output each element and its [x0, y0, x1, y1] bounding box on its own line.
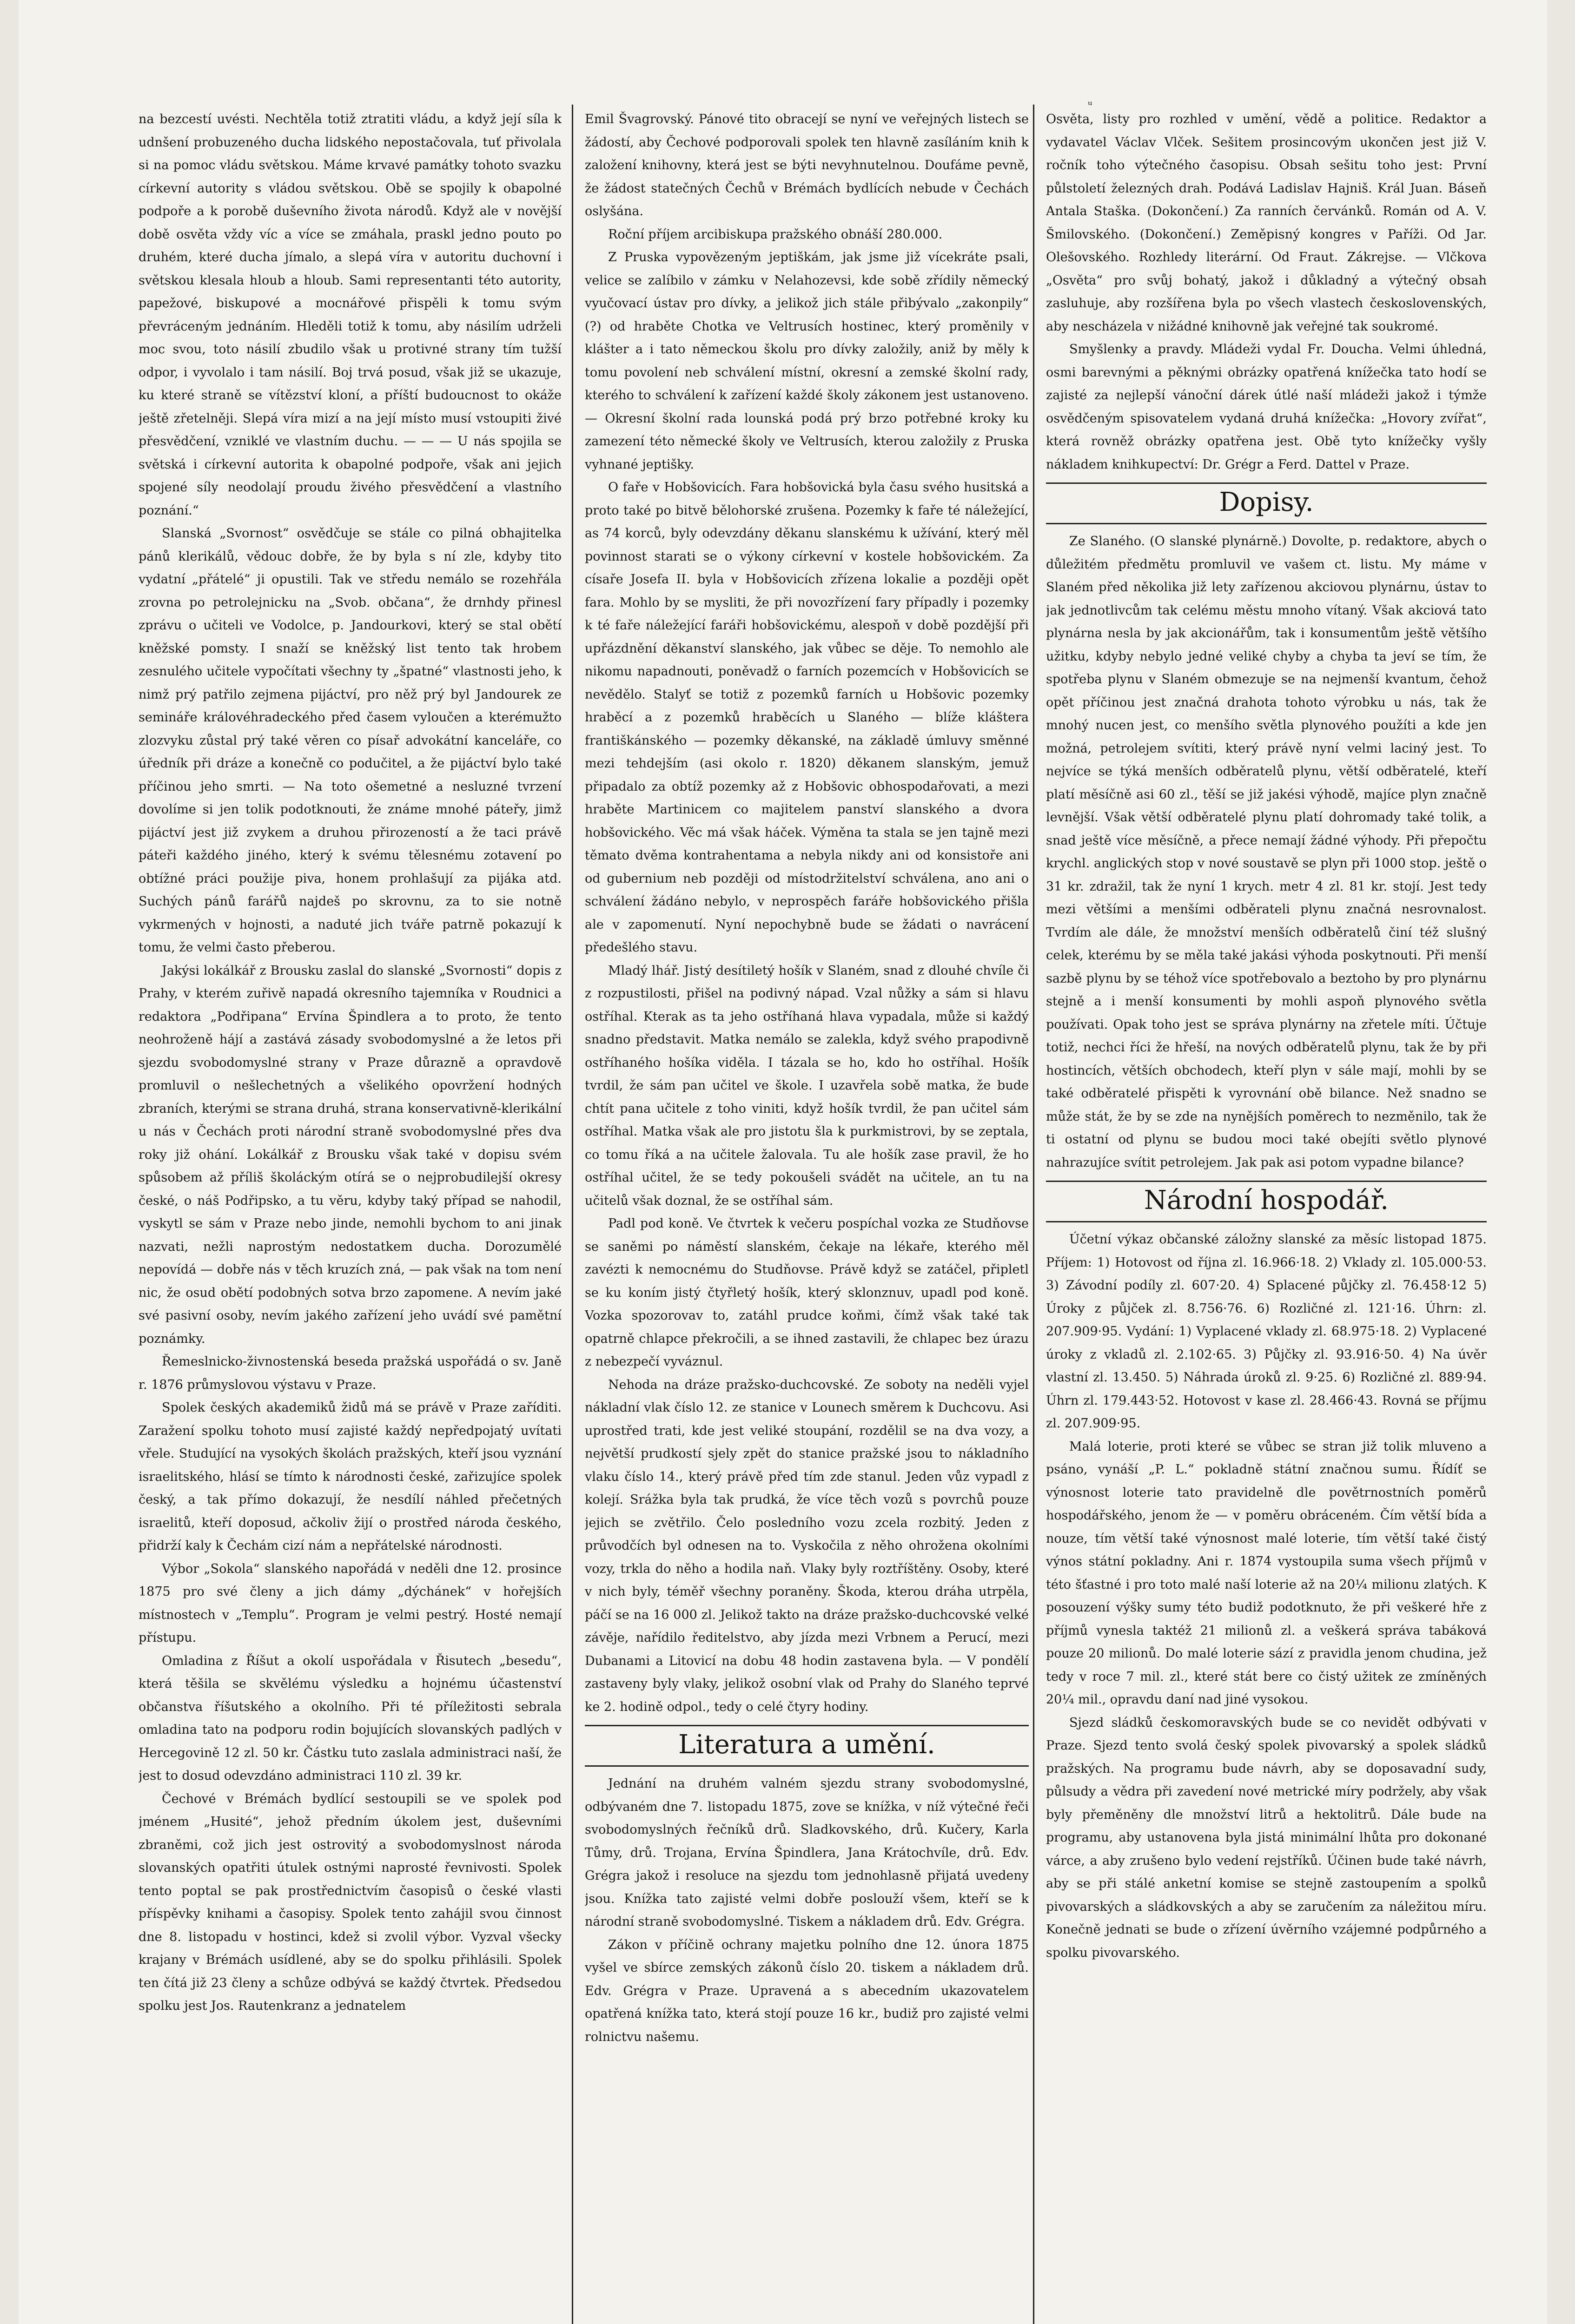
- article-paragraph: Jakýsi lokálkář z Brousku zaslal do slanské „Svornosti“ dopis z Prahy, v kterém zuřivě napadá okresního tajemníka v Roudnici a redaktora „Podřipana“ Ervína Špindlera a to proto, že tento neohroženě hájí a zastává zásady svobodomyslné a že letos při sjezdu svobodomyslné strany v Praze důrazně a opravdově promluvil o nešlechetných a všelikého opovržení hodných zbraních, kterými se strana druhá, strana konservativně-klerikální u nás v Čechách proti národní straně svobodomyslné přes dva roky již ohání. Lokálkář z Brousku však také v dopisu svém spůsobem až příliš školáckým otírá se o nejprobudilejší okresy české, o náš Podřipsko, a tu věru, kdyby taký případ se nahodil, vyskytl se sám v Praze nebo jinde, nemohli bychom to ani jinak nazvati, nežli naprostým nedostatkem ducha. Dorozumělé nepovídá — dobře nás v těch kruzích zná, — pak však na tom není nic, že osud obětí podobných sotva brzo zapomene. A nevím jaké své pasivní osoby, nevím jakého zařízení jeho uvádí své pamětní poznámky.: [139, 963, 562, 1346]
- column-1: [139, 108, 562, 2324]
- article-paragraph: Padl pod koně. Ve čtvrtek k večeru pospíchal vozka ze Studňovse se saněmi po náměstí slanském, čekaje na lékaře, kterého měl zavézti k nemocnému do Studňovse. Právě když se zatáčel, připletl se ku koním jistý čtyřletý hošík, který sklonznuv, upadl pod koně. Vozka spozorovav to, zatáhl prudce koňmi, čímž však také tak opatrně chlapce překročili, a se ihned zastavili, že chlapec bez úrazu z nebezpečí vyváznul.: [585, 1216, 1029, 1369]
- article-paragraph: Účetní výkaz občanské záložny slanské za měsíc listopad 1875. Příjem: 1) Hotovost od října zl. 16.966·18. 2) Vklady zl. 105.000·53. 3) Závodní podíly zl. 607·20. 4) Splacené půjčky zl. 76.458·12 5) Úroky z půjček zl. 8.756·76. 6) Rozličné zl. 121·16. Úhrn: zl. 207.909·95. Vydání: 1) Vyplacené vklady zl. 68.975·18. 2) Vyplacené úroky z vkladů zl. 2.102·65. 3) Půjčky zl. 93.916·50. 4) Na úvěr vlastní zl. 13.450. 5) Náhrada úroků zl. 9·25. 6) Rozličné zl. 889·94. Úhrn zl. 179.443·52. Hotovost v kase zl. 28.466·43. Rovná se příjmu zl. 207.909·95.: [1046, 1232, 1487, 1431]
- article-paragraph: Spolek českých akademiků židů má se právě v Praze zaříditi. Zaražení spolku tohoto musí zajisté každý nepředpojatý uvítati vřele. Studující na vysokých školách pražských, kteří jsou vyznání israelitského, hlásí se tímto k národnosti české, zařizujíce spolek český, a tak přímo dokazují, že nesdílí náhled přečetných israelitů, kteří doposud, ačkoliv žijí o prostřed národa českého, přidrží kaly k Čechám cizí nám a nepřátelské národnosti.: [139, 1400, 562, 1553]
- column-2: [585, 108, 1029, 2324]
- column-rule-2: [1033, 105, 1034, 2324]
- article-paragraph: Slanská „Svornost“ osvědčuje se stále co pilná obhajitelka pánů klerikálů, vědouc dobře, že by byla s ní zle, kdyby tito vydatní „přátelé“ ji opustili. Tak ve středu nemálo se rozehřála zrovna po petrolejnicku na „Svob. občana“, že drnhdy přinesl zprávu o učiteli ve Vodolce, p. Jandourkovi, který se stal obětí kněžské pomsty. I snaží se kněžský list tento tak hrobem zesnulého učitele vypočítati všechny ty „špatné“ vlastnosti jeho, k nimž prý patřilo zejmena pijáctví, pro něž prý byl Jandourek ze semináře královéhradeckého před časem vyloučen a kterémužto zlozvyku zůstal prý také věren co písař advokátní kanceláře, co úředník při dráze a konečně co podučitel, a že pijáctví bylo také příčinou jeho smrti. — Na toto ošemetné a nesluzné tvrzení dovolíme si jen tolik podotknouti, že známe mnohé páteřy, jimž pijáctví jest již zvykem a druhou přirozeností a že taci právě páteři každého jiného, který k svému tělesnému zotavení po obtížné práci použije piva, honem prohlašují za pijáka atd. Suchých pánů farářů najdeš po skrovnu, za to sie notně vykrmených v hojnosti, a naduté jich tváře patrně pokazují k tomu, že velmi často přeberou.: [139, 526, 562, 955]
- article-paragraph: Malá loterie, proti které se vůbec se stran již tolik mluveno a psáno, vynáší „P. L.“ pokladně státní značnou sumu. Řídíť se výnosnost loterie tato pravidelně dle povětrnostních poměrů hospodářského, jenom že — v poměru obráceném. Čím větší bída a nouze, tím větší také výnosnost malé loterie, tím větší také čistý výnos státní pokladny. Ani r. 1874 vystoupila suma všech příjmů v této šťastné i pro toto malé naší loterie až na 20¼ milionu zlatých. K posouzení výšky sumy této budiž podotknuto, že při veškeré hře z příjmů vynesla taktéž 21 milionů zl. a veškerá správa tabáková pouze 20 milionů. Do malé loterie sází z pravidla jenom chudina, jež tedy v roce 7 mil. zl., které stát bere co čistý užitek ze zmíněných 20¼ mil., opravdu daní nad jiné vysokou.: [1046, 1439, 1487, 1707]
- article-paragraph: Nehoda na dráze pražsko-duchcovské. Ze soboty na neděli vyjel nákladní vlak číslo 12. ze stanice v Lounech směrem k Duchcovu. Asi uprostřed trati, kde jest veliké stoupání, rozdělil se na dva vozy, a největší prudkostí sjely zpět do stanice pražské jsou to nákladního vlaku číslo 14., který právě před tím zde stanul. Jeden vůz vypadl z kolejí. Srážka byla tak prudká, že více těch vozů s povrchů pouze jejich se zvětřilo. Čelo posledního vozu zcela rozbitý. Jeden z průvodčích byl odnesen na to. Vyskočila z něho ohrožena okolními vozy, trkla do něho a hodila naň. Vlaky byly roztříštěny. Osoby, které v nich byly, téměř všechny poraněny. Škoda, kterou dráha utrpěla, páčí se na 16 000 zl. Jelikož takto na dráze pražsko-duchcovské velké závěje, nařídilo ředitelstvo, aby jízda mezi Vrbnem a Perucí, mezi Dubanami a Litovicí na dobu 48 hodin zastavena byla. — V pondělí zastaveny byly vlaky, jelikož osobní vlak od Prahy do Slaného teprvé ke 2. hodině odpol., tedy o celé čtyry hodiny.: [585, 1377, 1029, 1714]
- article-paragraph: O faře v Hobšovicích. Fara hobšovická byla času svého husitská a proto také po bitvě bělohorské zrušena. Pozemky k faře té náležející, as 74 korců, byly odevzdány děkanu slanskému k užívání, který měl povinnost starati se o výkony církevní v kostele hobšovickém. Za císaře Josefa II. byla v Hobšovicích zřízena lokalie a později opět fara. Mohlo by se mysliti, že při novozřízení fary případly i pozemky k té faře náležející faráři hobšovickému, alespoň v době pozdější při upřázdnění děkanství slanského, jak vůbec se děje. To nemohlo ale nikomu napadnouti, poněvadž o farních pozemcích v Hobšovicích se nevědělo. Stalyť se totiž z pozemků farních u Hobšovic pozemky hraběcí a z pozemků hraběcích u Slaného — blíže kláštera františkánského — pozemky děkanské, na základě úmluvy směnné mezi tehdejším (asi okolo r. 1820) děkanem slanským, jemuž připadalo za obtíž pozemky až z Hobšovic obhospodařovati, a mezi hraběte Martinicem co majitelem panství slanského a dvora hobšovického. Věc má však háček. Výměna ta stala se jen tajně mezi těmato dvěma kontrahentama a nebyla nikdy ani od konsistoře ani od gubernium neb později od místodržitelství schválena, ano ani o schválení žádáno nebylo, v neprospěch faráře hobšovického přišla ale v zapomenutí. Nyní nepochybně bude se žádati o navrácení předešlého stavu.: [585, 480, 1029, 955]
- article-paragraph: Omladina z Říšut a okolí uspořádala v Řisutech „besedu“, která těšila se skvělému výsledku a hojnému účastenství občanstva říšutského a okolního. Při té příležitosti sebrala omladina tato na podporu rodin bojujících slovanských padlých v Hercegovině 12 zl. 50 kr. Částku tuto zaslala administraci naší, že jest to dosud odevzdáno administraci 110 zl. 39 kr.: [139, 1653, 562, 1783]
- article-paragraph: Roční příjem arcibiskupa pražského obnáší 280.000.: [608, 227, 943, 242]
- article-paragraph: Zákon v příčině ochrany majetku polního dne 12. února 1875 vyšel ve sbírce zemských zákonů číslo 20. tiskem a nákladem drů. Edv. Grégra v Praze. Upravená a s abecedním ukazovatelem opatřená knížka tato, která stojí pouze 16 kr., budiž pro zajisté velmi rolnictvu našemu.: [585, 1937, 1029, 2044]
- page-mark: ᵤ: [1088, 95, 1092, 108]
- section-heading-narodni-hospodar: Národní hospodář.: [1046, 1181, 1487, 1222]
- article-paragraph: Z Pruska vypovězeným jeptiškám, jak jsme již vícekráte psali, velice se zalíbilo v zámku v Nelahozevsi, kde sobě zřídily německý vyučovací ústav pro dívky, a jelikož jich stále přibývalo „zakonpily“ (?) od hraběte Chotka ve Veltrusích hostinec, který proměnily v klášter a i tato německou školu pro dívky založily, aniž by měly k tomu povolení neb schválení místní, okresní a zemské školní rady, kterého to schválení k zařízení každé školy zákonem jest ustanoveno. — Okresní školní rada lounská podá prý brzo potřebné kroky ku zamezení této německé školy ve Veltrusích, kterou založily z Pruska vyhnané jeptišky.: [585, 250, 1029, 472]
- article-paragraph: Mladý lhář. Jistý desítiletý hošík v Slaném, snad z dlouhé chvíle či z rozpustilosti, přišel na podivný nápad. Vzal nůžky a sám si hlavu ostříhal. Kterak as ta jeho ostříhaná hlava vypadala, může si každý snadno představit. Matka nemálo se zalekla, když svého prapodivně ostříhaného hošíka viděla. I tázala se ho, kdo ho ostříhal. Hošík tvrdil, že sám pan učitel ve škole. I uzavřela sobě matka, že bude chtít pana učitele z toho viniti, když hošík tvrdil, že pan učitel sám ostříhal. Matka však ale pro jistotu šla k purkmistrovi, by se zeptala, co tomu říká a na učitele žalovala. Tu ale hošík zase pravil, že ho ostříhal učitel, že se tedy pokoušeli svádět na učitele, an tu na učitelů však doznal, že se ostříhal sám.: [585, 963, 1029, 1208]
- section-heading-literatura: Literatura a umění.: [585, 1725, 1029, 1767]
- article-paragraph: Řemeslnicko-živnostenská beseda pražská uspořádá o sv. Janě r. 1876 průmyslovou výstavu v Praze.: [139, 1354, 562, 1392]
- article-paragraph: Emil Švagrovský. Pánové tito obracejí se nyní ve veřejných listech se žádostí, aby Čechové podporovali spolek ten hlavně zasíláním knih k založení knihovny, která jest se býti nevyhnutelnou. Doufáme pevně, že žádost statečných Čechů v Brémách bydlících nebude v Čechách oslyšána.: [585, 112, 1029, 218]
- scan-margin-right: [1547, 0, 1575, 2324]
- article-paragraph: Smyšlenky a pravdy. Mládeži vydal Fr. Doucha. Velmi úhledná, osmi barevnými a pěknými obrázky opatřená knížečka tato hodí se zajisté za nejlepší vánoční dárek útlé naší mládeži jakož i týmže osvědčeným spisovatelem vydaná druhá knížečka: „Hovory zvířat“, která rovněž obrázky opatřena jest. Obě tyto knížečky vyšly nákladem knihkupectví: Dr. Grégr a Ferd. Dattel v Praze.: [1046, 342, 1487, 472]
- section-heading-dopisy: Dopisy.: [1046, 482, 1487, 524]
- article-paragraph: Čechové v Brémách bydlící sestoupili se ve spolek pod jménem „Husité“, jehož předním úkolem jest, duševními zbraněmi, což jich jest ostrovitý a svobodomyslnost národa slovanských opatřiti útulek ostnými naprosté řevnivosti. Spolek tento poptal se pak prostřednictvím časopisů o české vlasti příspěvky knihami a časopisy. Spolek tento zahájil svou činnost dne 8. listopadu v hostinci, kdež si zvolil výbor. Vyzval všecky krajany v Brémách usídlené, aby se do spolku přihlásili. Spolek ten čítá již 23 členy a schůze odbývá se každý čtvrtek. Předsedou spolku jest Jos. Rautenkranz a jednatelem: [139, 1791, 562, 2013]
- article-paragraph: na bezcestí uvésti. Nechtěla totiž ztratiti vládu, a když její síla k udnšení probuzeného ducha lidského nepostačovala, tuť přivolala si na pomoc vládu světskou. Máme krvavé památky tohoto svazku církevní autority s vládou světskou. Obě se spojily k obapolné podpoře a k porobě duševního života národů. Když ale v novější době osvěta vždy víc a více se zmáhala, praskl jedno pouto po druhém, které ducha jímalo, a slepá víra v autoritu duchovní i světskou klesala hloub a hloub. Sami representanti této autority, papežové, biskupové a mocnářové přispěli k tomu svým převráceným jednáním. Hleděli totiž k tomu, aby násilím udrželi moc svou, toto násilí zbudilo však u protivné strany tím tužší odpor, i vyvolalo i tam násilí. Boj trvá posud, však již se ukazuje, ku které straně se vítězství kloní, a příští budoucnost to okáže ještě zřetelněji. Slepá víra mizí a na její místo musí vstoupiti živé přesvědčení, vzniklé ve vlastním duchu. — — — U nás spojila se světská i církevní autorita k obapolné podpoře, však ani jejich spojené síly neodolají proudu živého přesvědčení a vlastního poznání.“: [139, 112, 562, 518]
- scan-margin-left: [0, 0, 19, 2324]
- article-paragraph: Výbor „Sokola“ slanského napořádá v neděli dne 12. prosince 1875 pro své členy a jich dámy „dýchánek“ v hořejších místnostech v „Templu“. Program je velmi pestrý. Hosté nemají přístupu.: [139, 1561, 562, 1645]
- article-paragraph: Ze Slaného. (O slanské plynárně.) Dovolte, p. redaktore, abych o důležitém předmětu promluvil ve vašem ct. listu. My máme v Slaném před několika již lety zařízenou akciovou plynárnu, ústav to jak jednotlivcům tak celému městu mnoho vítaný. Však akciová tato plynárna nesla by jak akcionářům, tak i konsumentům ještě většího užitku, kdyby nebylo jedné veliké chyby a chyba ta jeví se tím, že spotřeba plynu v Slaném obmezuje se na nejmenší kvantum, čehož opět příčinou jest značná drahota tohoto výrobku u nás, tak že mnohý nucen jest, co menšího světla plynového použíti a kde jen možná, petrolejem svítiti, který právě nyní velmi laciný jest. To nejvíce se týká menších odběratelů plynu, větší odběratelé, kteří platí měsíčně asi 60 zl., těší se již jakési výhodě, majíce plyn značně levnější. Však větší odběratelé plynu platí dohromady také tolik, a snad ještě více měsíčně, a přece nemají žádné výhody. Při přepočtu krychl. anglických stop v nové soustavě se plyn při 1000 stop. ještě o 31 kr. zdražil, tak že nyní 1 krych. metr 4 zl. 81 kr. stojí. Jest tedy mezi většími a menšími odběrateli plynu značná nesrovnalost. Tvrdím ale dále, že množství menších odběratelů činí též slušný celek, kterému by se měla také jakási výhoda poskytnouti. Při menší sazbě plynu by se téhož více spotřebovalo a beztoho by pro plynárnu stejně a i menší konsumenti by mohli aspoň plynového světla používati. Opak toho jest se správa plynárny na zřetele míti. Účtuje totiž, nechci říci že hřeší, na nových odběratelů plynu, tak že by při hostincích, větších obchodech, kteří plyn v sále mají, mohli by se také odběratelé přispěti k vyrovnání obě bilance. Než snadno se může stát, že by se zde na nynějších poměrech to nezměnilo, tak že ti ostatní od plynu se budou moci také obejíti světlo plynové nahrazujíce svítit petrolejem. Jak pak asi potom vypadne bilance?: [1046, 534, 1487, 1170]
- article-paragraph: Sjezd sládků českomoravských bude se co nevidět odbývati v Praze. Sjezd tento svolá český spolek pivovarský a spolek sládků pražských. Na programu bude návrh, aby se doposavadní sudy, půlsudy a vědra při zavedení nové metrické míry podržely, aby však byly přeměněny dle množství litrů a hektolitrů. Dále bude na programu, aby ustanovena byla jistá minimální lhůta pro dokonané várce, a aby zrušeno bylo vedení rejstříků. Účinen bude také návrh, aby se při stálé anketní komise se stejně zastoupením a spolků pivovarských a sládkovských a aby se zaručením za náležitou míru. Konečně jednati se bude o zřízení úvěrního vzájemné podpůrného a spolku pivovarského.: [1046, 1715, 1487, 1960]
- article-paragraph: Jednání na druhém valném sjezdu strany svobodomyslné, odbývaném dne 7. listopadu 1875, zove se knížka, v níž výtečné řeči svobodomyslných řečníků drů. Sladkovského, drů. Kučery, Karla Tůmy, drů. Trojana, Ervína Špindlera, Jana Krátochvíle, drů. Edv. Grégra jakož i resoluce na sjezdu tom jednohlasně přijatá uvedeny jsou. Knížka tato zajisté velmi dobře poslouží všem, kteří se k národní straně svobodomyslné. Tiskem a nákladem drů. Edv. Grégra.: [585, 1776, 1029, 1929]
- column-rule-1: [572, 105, 573, 2324]
- article-paragraph: Osvěta, listy pro rozhled v umění, vědě a politice. Redaktor a vydavatel Václav Vlček. Sešitem prosincovým ukončen jest již V. ročník toho výtečného časopisu. Obsah sešitu toho jest: První půlstoletí železných drah. Podává Ladislav Hajniš. Král Juan. Báseň Antala Staška. (Dokončení.) Za ranních červánků. Román od A. V. Šmilovského. (Dokončení.) Zeměpisný kongres v Paříži. Od Jar. Olešovského. Rozhledy literární. Od Fraut. Zákrejse. — Vlčkova „Osvěta“ pro svůj bohatý, jakož i důkladný a výtečný obsah zasluhuje, aby rozšířena byla po všech vlastech československých, aby nescházela v nižádné knihovně jak veřejné tak soukromé.: [1046, 112, 1487, 334]
- column-3: [1046, 108, 1487, 2324]
